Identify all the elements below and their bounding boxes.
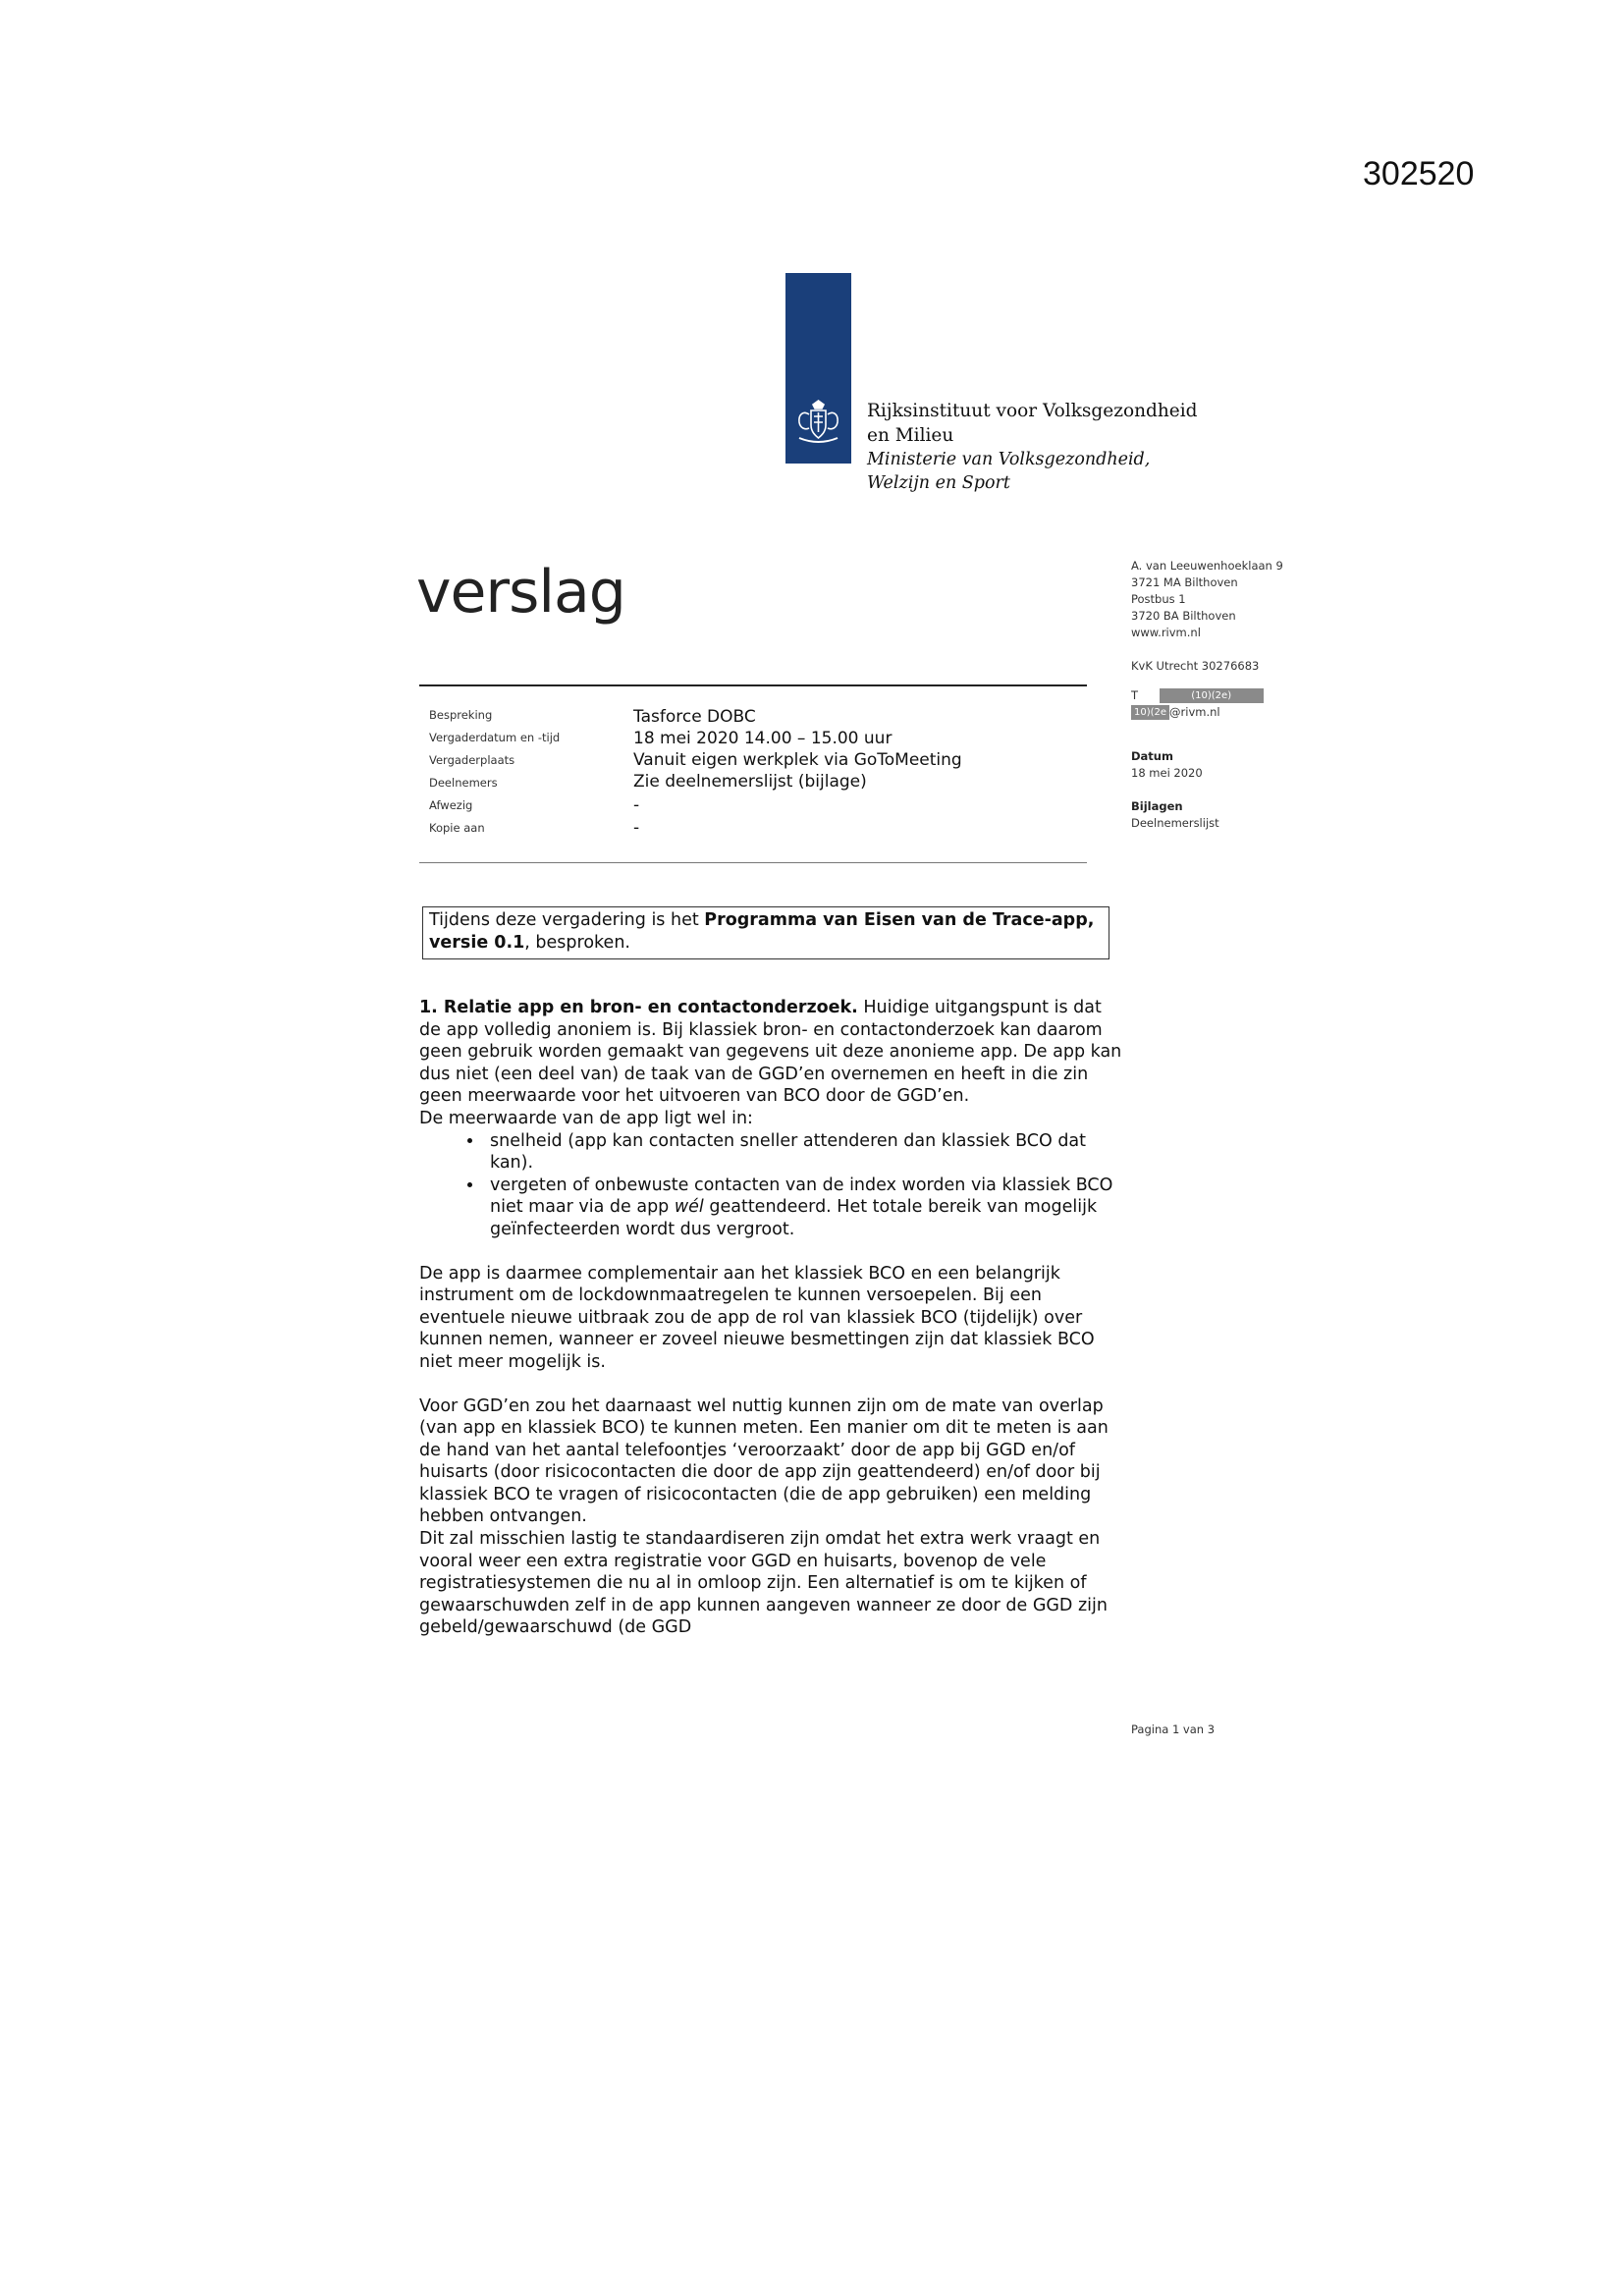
website-link[interactable]: www.rivm.nl [1131, 626, 1201, 639]
attachments-label: Bijlagen [1131, 799, 1183, 813]
bullet2-emphasis: wél [674, 1197, 704, 1218]
meta-label-plaats: Vergaderplaats [429, 753, 515, 767]
kvk-number: KvK Utrecht 30276683 [1131, 659, 1260, 673]
date-block [1131, 748, 1203, 782]
summary-suffix: , besproken. [524, 933, 630, 953]
date-value: 18 mei 2020 [1131, 766, 1203, 780]
document-title: verslag [416, 558, 625, 627]
list-item [484, 1175, 1126, 1241]
sender-address [1131, 558, 1283, 641]
summary-box [422, 906, 1109, 959]
royal-crest-icon [791, 399, 845, 446]
organisation-name [867, 399, 1197, 448]
meta-label-kopie: Kopie aan [429, 821, 485, 835]
section1-paragraph [419, 997, 1126, 1108]
summary-prefix: Tijdens deze vergadering is het [429, 910, 705, 930]
ministry-name-line1: Ministerie van Volksgezondheid, [867, 450, 1151, 469]
email-suffix: @rivm.nl [1169, 705, 1220, 719]
phone-label: T [1131, 688, 1139, 702]
table-bottom-rule [419, 862, 1087, 863]
page-indicator: Pagina 1 van 3 [1131, 1722, 1216, 1736]
meta-value-deelnemers: Zie deelnemerslijst (bijlage) [633, 772, 867, 792]
meta-value-afwezig: - [633, 795, 640, 815]
email-line [1131, 704, 1264, 721]
address-line: A. van Leeuwenhoeklaan 9 [1131, 559, 1283, 573]
section1-heading: 1. Relatie app en bron- en contactonderzoek. [419, 998, 858, 1017]
table-top-rule [419, 684, 1087, 686]
meerwaarde-intro: De meerwaarde van de app ligt wel in: [419, 1108, 753, 1128]
meta-label-deelnemers: Deelnemers [429, 776, 498, 790]
meerwaarde-list [419, 1130, 1126, 1241]
paragraph-overlap: Voor GGD’en zou het daarnaast wel nuttig kunnen zijn om de mate van overlap (van app en klassiek BCO) te kunnen meten. Een manier om dit te meten is aan de hand van het aantal telefoontjes ‘veroorzaakt’ door de app bij GGD en/of huisarts (door risicocontacten die door de app zijn geattendeerd) en/of door bij klassiek BCO te vragen of risicocontacten (die de app gebruiken) een melding hebben ontvangen. [419, 1395, 1109, 1527]
address-line: Postbus 1 [1131, 592, 1186, 606]
meta-value-bespreking: Tasforce DOBC [633, 707, 756, 727]
attachments-value: Deelnemerslijst [1131, 816, 1219, 830]
ministry-name-line2: Welzijn en Sport [867, 473, 1010, 493]
list-item: • snelheid (app kan contacten sneller attenderen dan klassiek BCO dat kan). [484, 1130, 1126, 1175]
meta-value-plaats: Vanuit eigen werkplek via GoToMeeting [633, 750, 962, 770]
organisation-name-line1: Rijksinstituut voor Volksgezondheid [867, 401, 1198, 421]
address-line: 3721 MA Bilthoven [1131, 575, 1238, 589]
paragraph-complementair: De app is daarmee complementair aan het klassiek BCO en een belangrijk instrument om de lockdownmaatregelen te kunnen versoepelen. Bij een eventuele nieuwe uitbraak zou de app de rol van klassiek BCO (tijdelijk) over kunnen nemen, wanneer er zoveel nieuwe besmettingen zijn dat klassiek BCO niet meer mogelijk is. [419, 1263, 1095, 1372]
meta-label-datum-tijd: Vergaderdatum en -tijd [429, 731, 561, 744]
date-label: Datum [1131, 749, 1173, 763]
document-body [419, 997, 1126, 1639]
meta-value-kopie: - [633, 818, 640, 838]
rijksoverheid-logo-bar [785, 273, 851, 464]
address-line: 3720 BA Bilthoven [1131, 609, 1236, 623]
document-number: 302520 [1363, 155, 1475, 192]
bullet2-pre: vergeten of onbewuste contacten van de index worden via klassiek BCO niet maar via de app [490, 1175, 1113, 1218]
ministry-name [867, 448, 1150, 495]
meta-label-afwezig: Afwezig [429, 798, 473, 812]
meta-label-bespreking: Bespreking [429, 708, 493, 722]
meta-value-datum-tijd: 18 mei 2020 14.00 – 15.00 uur [633, 729, 893, 748]
email-redaction: 10)(2e [1131, 705, 1169, 720]
summary-bold: Programma van Eisen van de Trace-app, versie 0.1 [429, 910, 1095, 953]
organisation-name-line2: en Milieu [867, 425, 954, 446]
section1-intro: Huidige uitgangspunt is dat de app volledig anoniem is. Bij klassiek bron- en contactonderzoek kan daarom geen gebruik worden gemaakt van gegevens uit deze anonieme app. De app kan dus niet (een deel van) de taak van de GGD’en overnemen en heeft in die zin geen meerwaarde voor het uitvoeren van BCO door de GGD’en. [419, 998, 1122, 1107]
phone-redaction: (10)(2e) [1160, 688, 1264, 703]
attachments-block [1131, 798, 1219, 832]
paragraph-standaardiseren: Dit zal misschien lastig te standaardiseren zijn omdat het extra werk vraagt en vooral weer een extra registratie voor GGD en huisarts, bovenop de vele registratiesystemen die nu al in omloop zijn. Een alternatief is om te kijken of gewaarschuwden zelf in de app kunnen aangeven wanneer ze door de GGD zijn gebeld/gewaarschuwd (de GGD [419, 1529, 1108, 1638]
bullet2-post: geattendeerd. Het totale bereik van mogelijk geïnfecteerden wordt dus vergroot. [490, 1197, 1098, 1239]
phone-line [1131, 687, 1264, 704]
contact-details [1131, 687, 1264, 721]
